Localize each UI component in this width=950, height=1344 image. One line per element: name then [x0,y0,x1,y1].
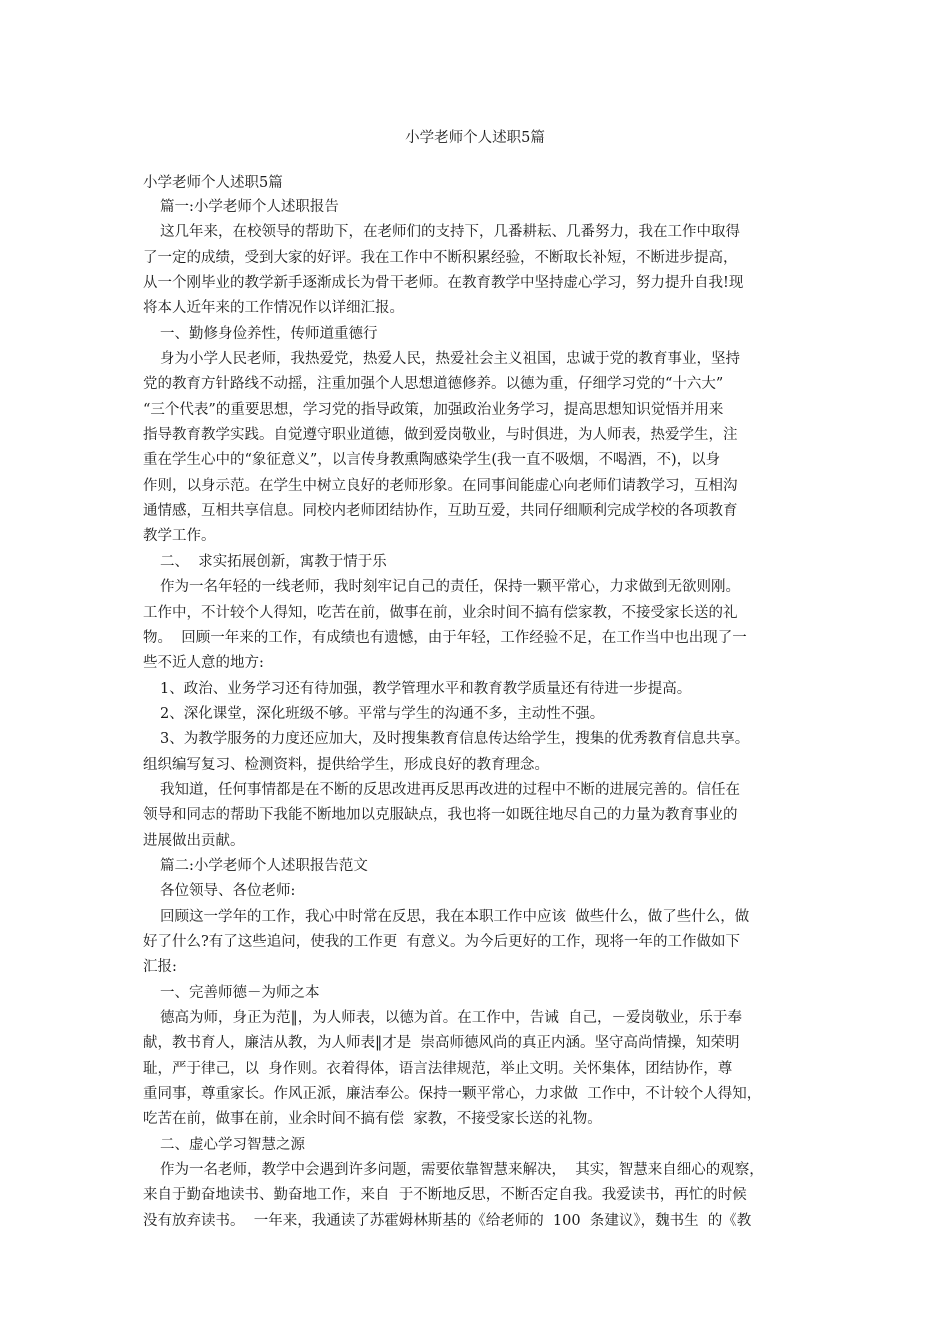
text-line: 一、完善师德－为师之本 [160,984,320,1001]
text-line: 好了什么?有了这些追问，使我的工作更 有意义。为今后更好的工作，现将一年的工作做如下 [143,933,740,950]
text-line: 作则，以身示范。在学生中树立良好的老师形象。在同事间能虚心向老师们请教学习，互相沟 [143,477,738,494]
text-line: 重在学生心中的“象征意义”，以言传身教熏陶感染学生(我一直不吸烟，不喝酒，不)，以身 [143,452,721,469]
text-line: 来自于勤奋地读书、勤奋地工作，来自 于不断地反思，不断否定自我。我爱读书，再忙的时候 [143,1187,747,1204]
text-line: 1、政治、业务学习还有待加强，教学管理水平和教育教学质量还有待进一步提高。 [160,680,692,697]
text-line: 篇二:小学老师个人述职报告范文 [160,857,368,874]
text-line: 领导和同志的帮助下我能不断地加以克服缺点，我也将一如既往地尽自己的力量为教育事业的 [143,807,738,824]
document-title: 小学老师个人述职5篇 [405,130,545,146]
text-line: 作为一名年轻的一线老师，我时刻牢记自己的责任，保持一颗平常心，力求做到无欲则刚。 [160,579,740,596]
text-line: 篇一:小学老师个人述职报告 [160,199,339,215]
text-line: 没有放弃读书。 一年来，我通读了苏霍姆林斯基的《给老师的 100 条建议》，魏书生 的《教 [143,1212,752,1229]
text-line: 这几年来，在校领导的帮助下，在老师们的支持下，几番耕耘、几番努力，我在工作中取得 [160,224,740,241]
text-line: “三个代表”的重要思想，学习党的指导政策，加强政治业务学习，提高思想知识觉悟并用来 [143,401,724,418]
text-line: 教学工作。 [143,528,216,545]
text-line: 各位领导、各位老师: [160,883,296,900]
text-line: 二、虚心学习智慧之源 [160,1136,305,1153]
text-line: 身为小学人民老师，我热爱党，热爱人民，热爱社会主义祖国，忠诚于党的教育事业，坚持 [160,351,740,368]
text-line: 小学老师个人述职5篇 [143,175,283,191]
document-body [143,172,823,1234]
text-line: 作为一名老师，教学中会遇到许多问题，需要依靠智慧来解决， 其实，智慧来自细心的观察， [160,1162,764,1179]
text-line: 3、为教学服务的力度还应加大，及时搜集教育信息传达给学生，搜集的优秀教育信息共享。 [160,731,750,748]
text-line: 党的教育方针路线不动摇，注重加强个人思想道德修养。以德为重，仔细学习党的“十六大” [143,376,724,393]
text-line: 2、深化课堂，深化班级不够。平常与学生的沟通不多，主动性不强。 [160,705,605,722]
text-line: 从一个刚毕业的教学新手逐渐成长为骨干老师。在教育教学中坚持虚心学习，努力提升自我!现 [143,275,744,292]
text-line: 一、勤修身俭养性，传师道重德行 [160,325,378,342]
text-line: 我知道，任何事情都是在不断的反思改进再反思再改进的过程中不断的进展完善的。信任在 [160,781,740,798]
text-line: 德高为师，身正为范‖，为人师表，以德为首。在工作中，告诫 自己，－爱岗敬业，乐于奉 [160,1010,742,1026]
text-line: 进展做出贡献。 [143,832,245,849]
text-line: 工作中，不计较个人得知，吃苦在前，做事在前，业余时间不搞有偿家教，不接受家长送的礼 [143,604,738,621]
text-line: 汇报: [143,959,177,976]
text-line: 献，教书育人，廉洁从教，为人师表‖才是 崇高师德风尚的真正内涵。坚守高尚情操，知荣明 [143,1035,740,1052]
text-line: 了一定的成绩，受到大家的好评。我在工作中不断积累经验，不断取长补短，不断进步提高， [143,249,738,266]
text-line: 重同事，尊重家长。作风正派，廉洁奉公。保持一颗平常心，力求做 工作中，不计较个人得知， [143,1086,762,1103]
text-line: 些不近人意的地方: [143,655,264,672]
text-line: 二、 求实拓展创新，寓教于情于乐 [160,553,387,570]
text-line: 将本人近年来的工作情况作以详细汇报。 [143,300,404,317]
text-line: 指导教育教学实践。自觉遵守职业道德，做到爱岗敬业，与时俱进，为人师表，热爱学生，注 [143,427,738,444]
text-line: 耻，严于律己，以 身作则。衣着得体，语言法律规范，举止文明。关怀集体，团结协作，尊 [143,1060,733,1077]
text-line: 吃苦在前，做事在前，业余时间不搞有偿 家教，不接受家长送的礼物。 [143,1111,602,1128]
text-line: 组织编写复习、检测资料，提供给学生，形成良好的教育理念。 [143,756,549,773]
text-line: 物。 回顾一年来的工作，有成绩也有遗憾，由于年轻，工作经验不足，在工作当中也出现了一 [143,629,747,646]
text-line: 通情感，互相共享信息。同校内老师团结协作，互助互爱，共同仔细顺利完成学校的各项教育 [143,503,738,520]
text-line: 回顾这一学年的工作，我心中时常在反思，我在本职工作中应该 做些什么，做了些什么，做 [160,908,750,925]
